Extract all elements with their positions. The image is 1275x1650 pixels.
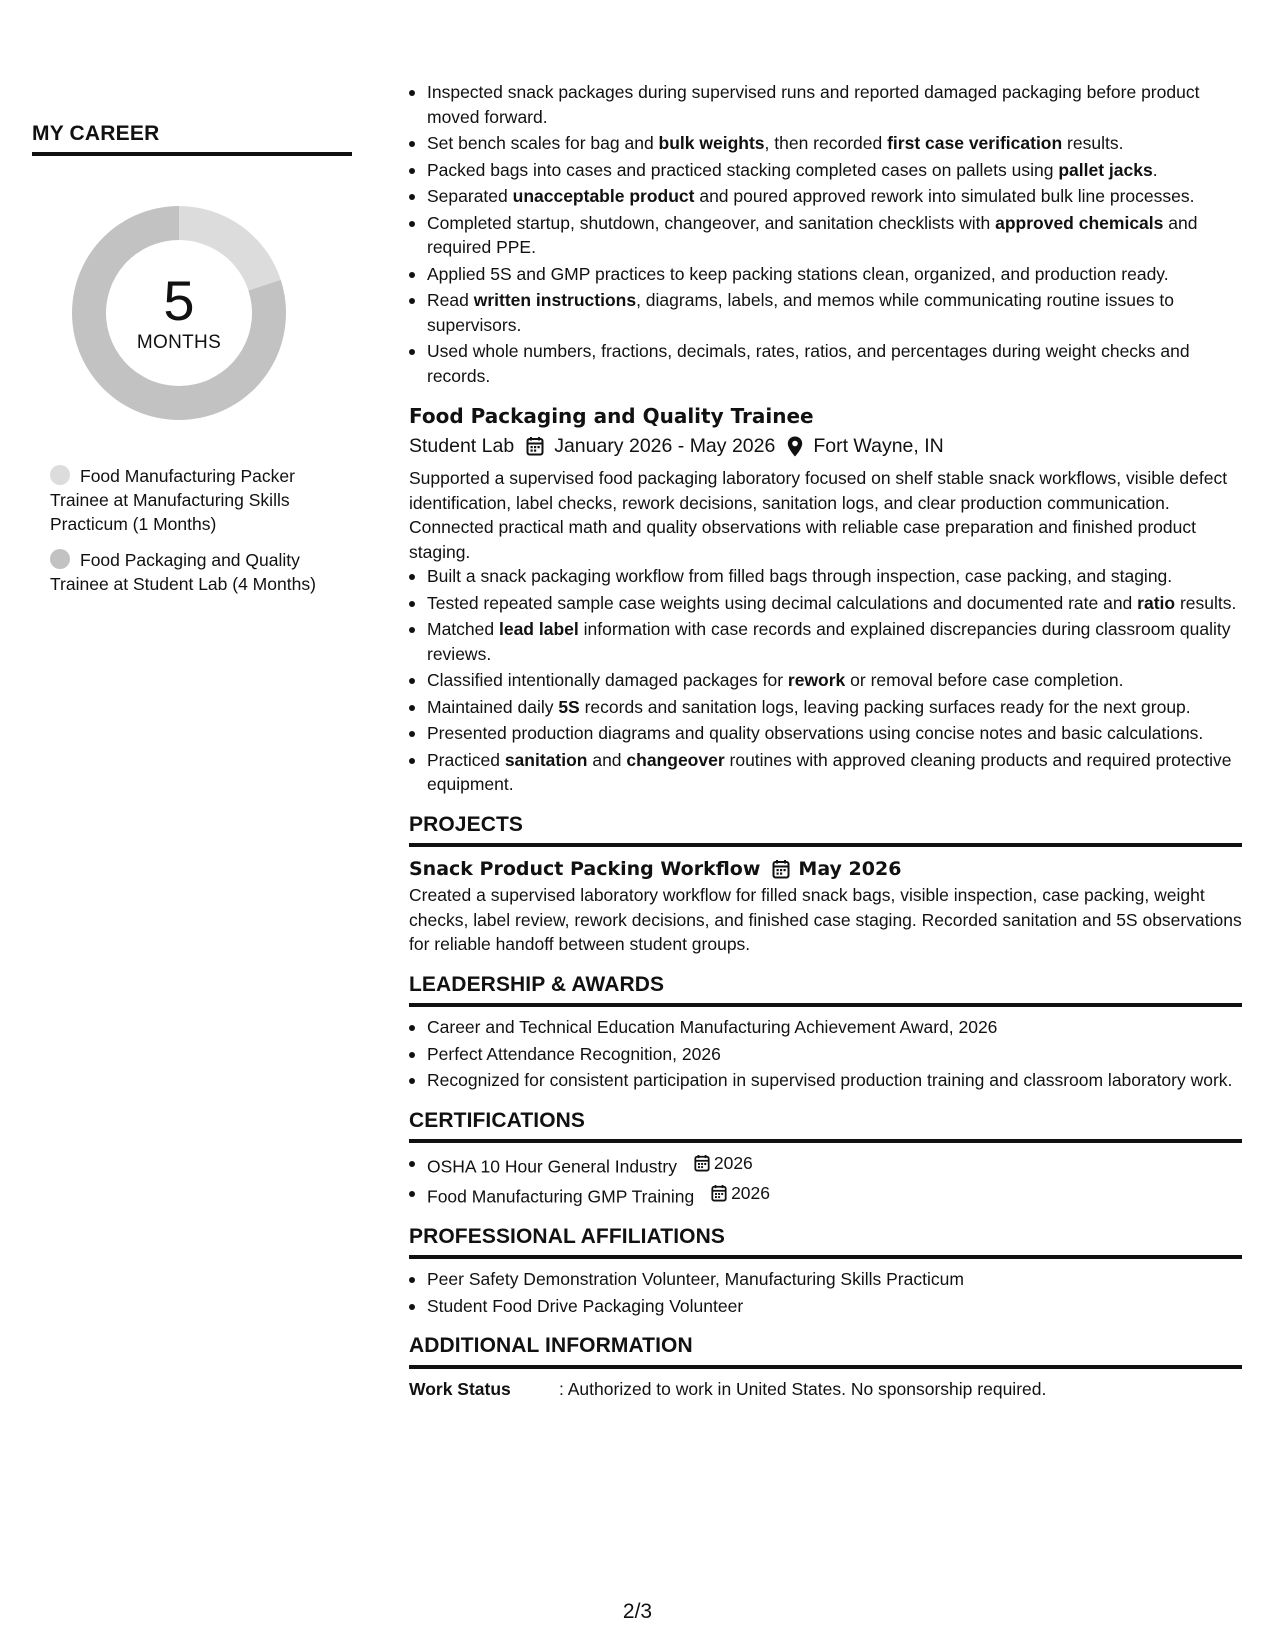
leadership-section: [409, 973, 1242, 1093]
list-item: Read written instructions, diagrams, labels, and memos while communicating routine issues to supervisors.: [409, 288, 1242, 337]
list-item: [409, 1181, 1242, 1209]
leadership-list: [409, 1015, 1242, 1093]
affiliations-list: [409, 1267, 1242, 1318]
legend-dot: [50, 549, 70, 569]
additional-section: [409, 1334, 1242, 1401]
intro-bullet-list: [409, 80, 1242, 388]
donut-center: [64, 198, 294, 428]
certifications-section: [409, 1109, 1242, 1209]
leadership-heading: LEADERSHIP & AWARDS: [409, 973, 1242, 1008]
list-item: Completed startup, shutdown, changeover, and sanitation checklists with approved chemicals and required PPE.: [409, 211, 1242, 260]
certifications-list: [409, 1151, 1242, 1209]
list-item: Recognized for consistent participation in supervised production training and classroom laboratory work.: [409, 1068, 1242, 1093]
project-name: Snack Product Packing Workflow: [409, 858, 761, 880]
legend-item: [50, 548, 330, 596]
job-bullet-list: [409, 564, 1242, 797]
legend-dot: [50, 465, 70, 485]
career-sidebar: [32, 122, 352, 608]
career-legend: [50, 464, 330, 596]
calendar-icon: [526, 436, 544, 456]
calendar-icon: [694, 1154, 710, 1172]
list-item: [409, 1151, 1242, 1179]
page-number: 2/3: [622, 1600, 653, 1623]
map-pin-icon: [787, 436, 803, 457]
list-item: Maintained daily 5S records and sanitation logs, leaving packing surfaces ready for the next group.: [409, 695, 1242, 720]
legend-label: Food Manufacturing Packer Trainee at Manufacturing Skills Practicum (1 Months): [50, 466, 295, 534]
calendar-icon: [772, 859, 790, 879]
list-item: Tested repeated sample case weights using decimal calculations and documented rate and ratio results.: [409, 591, 1242, 616]
list-item: Set bench scales for bag and bulk weights, then recorded first case verification results.: [409, 131, 1242, 156]
job-meta: [409, 432, 1242, 460]
list-item: Perfect Attendance Recognition, 2026: [409, 1042, 1242, 1067]
work-status-row: [409, 1377, 1242, 1402]
affiliations-heading: PROFESSIONAL AFFILIATIONS: [409, 1225, 1242, 1260]
job-summary: Supported a supervised food packaging laboratory focused on shelf stable snack workflows, visible defect identification, label checks, rework decisions, sanitation logs, and clear production communication. Connected practical math and quality observations with reliable case preparation and finished product staging.: [409, 468, 1228, 562]
list-item: Matched lead label information with case records and explained discrepancies during classroom quality reviews.: [409, 617, 1242, 666]
job-company: Student Lab: [409, 435, 515, 457]
list-item: Used whole numbers, fractions, decimals, rates, ratios, and percentages during weight checks and records.: [409, 339, 1242, 388]
project-date: May 2026: [798, 858, 902, 880]
list-item: Built a snack packaging workflow from filled bags through inspection, case packing, and staging.: [409, 564, 1242, 589]
total-months-unit: MONTHS: [136, 332, 222, 353]
calendar-icon: [711, 1184, 727, 1202]
list-item: Peer Safety Demonstration Volunteer, Manufacturing Skills Practicum: [409, 1267, 1242, 1292]
list-item: Classified intentionally damaged packages for rework or removal before case completion.: [409, 668, 1242, 693]
career-heading: MY CAREER: [32, 122, 352, 156]
list-item: Practiced sanitation and changeover routines with approved cleaning products and required protective equipment.: [409, 748, 1242, 797]
cert-year: 2026: [713, 1153, 753, 1173]
work-status-label: Work Status: [409, 1378, 511, 1399]
job-dates: January 2026 - May 2026: [554, 435, 776, 457]
additional-heading: ADDITIONAL INFORMATION: [409, 1334, 1242, 1369]
certifications-heading: CERTIFICATIONS: [409, 1109, 1242, 1144]
career-donut-chart: [64, 198, 294, 428]
job-location: Fort Wayne, IN: [813, 435, 944, 457]
job-title: Food Packaging and Quality Trainee: [409, 404, 814, 428]
cert-name: OSHA 10 Hour General Industry: [427, 1156, 677, 1177]
projects-heading: PROJECTS: [409, 813, 1242, 848]
work-status-value: : Authorized to work in United States. No sponsorship required.: [559, 1378, 1047, 1399]
list-item: Student Food Drive Packaging Volunteer: [409, 1294, 1242, 1319]
list-item: Inspected snack packages during supervised runs and reported damaged packaging before product moved forward.: [409, 80, 1242, 129]
main-content: [409, 80, 1242, 1401]
cert-year: 2026: [731, 1182, 770, 1203]
list-item: Applied 5S and GMP practices to keep packing stations clean, organized, and production ready.: [409, 262, 1242, 287]
cert-name: Food Manufacturing GMP Training: [427, 1186, 695, 1206]
list-item: Separated unacceptable product and poured approved rework into simulated bulk line processes.: [409, 184, 1242, 209]
cert-date: [694, 1151, 753, 1176]
total-months-value: 5: [163, 269, 195, 332]
project-header: [409, 855, 1242, 883]
legend-label: Food Packaging and Quality Trainee at Student Lab (4 Months): [50, 550, 316, 594]
cert-date: [711, 1181, 770, 1206]
list-item: Career and Technical Education Manufacturing Achievement Award, 2026: [409, 1015, 1242, 1040]
affiliations-section: [409, 1225, 1242, 1319]
list-item: Presented production diagrams and quality observations using concise notes and basic calculations.: [409, 721, 1242, 746]
list-item: Packed bags into cases and practiced stacking completed cases on pallets using pallet jacks.: [409, 158, 1242, 183]
legend-item: [50, 464, 330, 536]
project-description: Created a supervised laboratory workflow for filled snack bags, visible inspection, case packing, weight checks, label review, rework decisions, and finished case staging. Recorded sanitation and 5S observations for reliable handoff between student groups.: [409, 885, 1242, 954]
projects-section: [409, 813, 1242, 957]
